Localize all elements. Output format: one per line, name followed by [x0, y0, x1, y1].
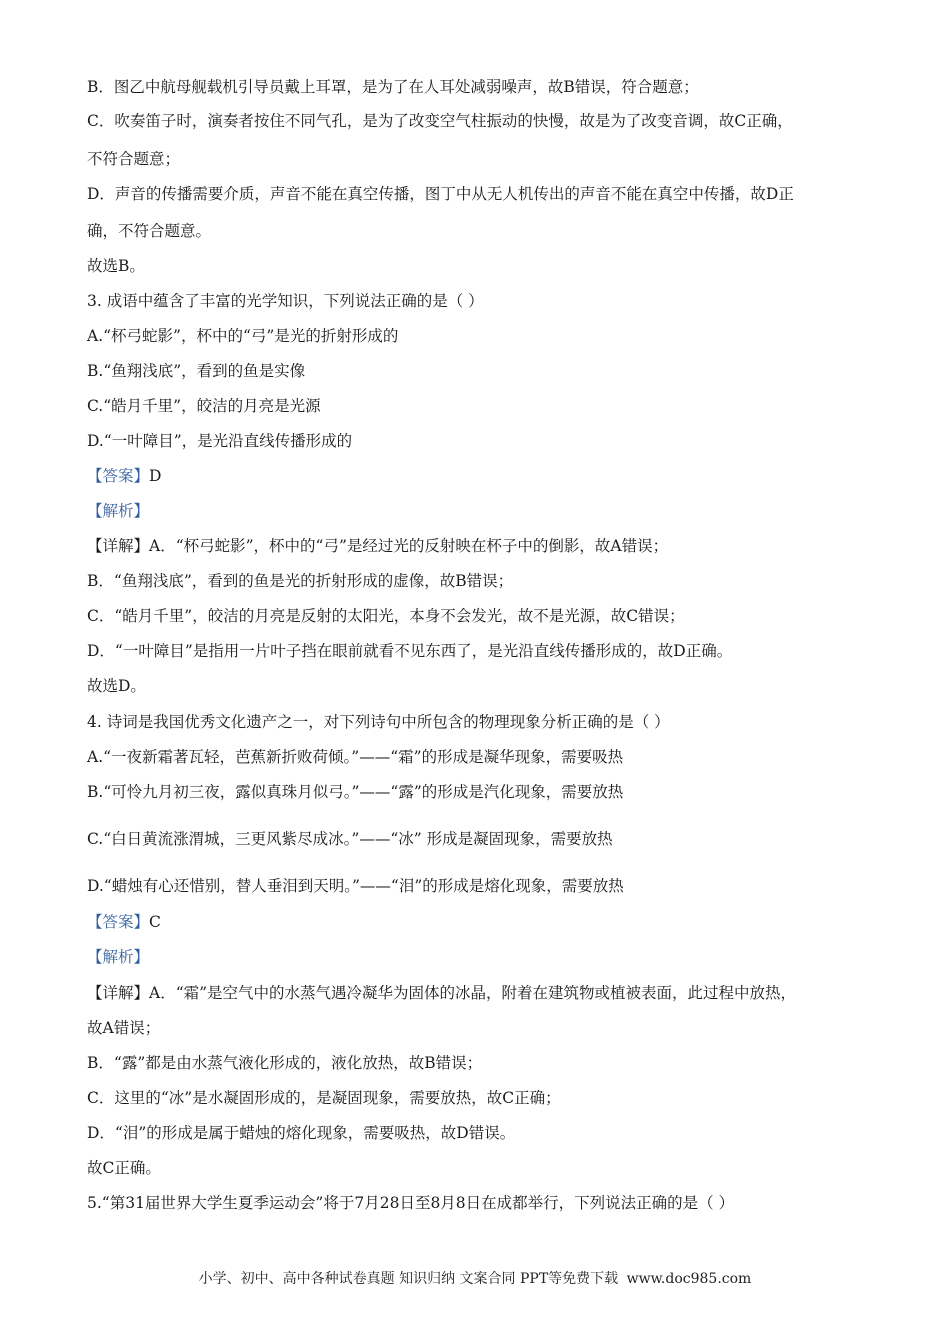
- detail-tag: 【详解】: [87, 537, 150, 555]
- text-line: B．“露”都是由水蒸气液化形成的，液化放热，故B错误；: [87, 1054, 483, 1072]
- option-b: B.“鱼翔浅底”，看到的鱼是实像: [87, 362, 306, 380]
- text-line: 故C正确。: [87, 1159, 161, 1177]
- detail-tag: 【详解】: [87, 984, 150, 1002]
- question-4-stem: 4. 诗词是我国优秀文化遗产之一，对下列诗句中所包含的物理现象分析正确的是（ ）: [87, 713, 670, 731]
- option-c: C.“白日黄流涨渭城，三更风紫尽成冰。”——“冰” 形成是凝固现象，需要放热: [87, 830, 613, 848]
- option-d: D.“一叶障目”，是光沿直线传播形成的: [87, 432, 353, 450]
- text-line: 故A错误；: [87, 1019, 161, 1037]
- text-line: D．声音的传播需要介质，声音不能在真空传播，图丁中从无人机传出的声音不能在真空中传播，故D正: [87, 185, 794, 203]
- text-line: B．图乙中航母舰载机引导员戴上耳罩，是为了在人耳处减弱噪声，故B错误，符合题意；: [87, 78, 699, 96]
- analysis-line: [87, 500, 149, 522]
- answer-line: [87, 911, 161, 933]
- footer-text: 小学、初中、高中各种试卷真题 知识归纳 文案合同 PPT等免费下载: [198, 1271, 619, 1287]
- option-d: D.“蜡烛有心还惜别，替人垂泪到天明。”——“泪”的形成是熔化现象，需要放热: [87, 877, 624, 895]
- analysis-line: [87, 946, 149, 968]
- option-a: A.“杯弓蛇影”，杯中的“弓”是光的折射形成的: [87, 327, 399, 345]
- detail-line: [87, 535, 668, 557]
- analysis-tag: 【解析】: [87, 948, 150, 966]
- page-footer: [0, 1268, 950, 1288]
- detail-line: [87, 982, 796, 1004]
- answer-value: D: [149, 467, 162, 485]
- text-line: C．吹奏笛子时，演奏者按住不同气孔，是为了改变空气柱振动的快慢，故是为了改变音调，故C正确，: [87, 112, 793, 130]
- text-line: D．“泪”的形成是属于蜡烛的熔化现象，需要吸热，故D错误。: [87, 1124, 516, 1142]
- question-3-stem: 3. 成语中蕴含了丰富的光学知识，下列说法正确的是（ ）: [87, 292, 484, 310]
- text-line: 故选D。: [87, 677, 146, 695]
- footer-url[interactable]: www.doc985.com: [626, 1271, 752, 1287]
- text-line: 确，不符合题意。: [87, 222, 212, 240]
- analysis-tag: 【解析】: [87, 502, 150, 520]
- answer-value: C: [149, 913, 161, 931]
- option-b: B.“可怜九月初三夜，露似真珠月似弓。”——“露”的形成是汽化现象，需要放热: [87, 783, 624, 801]
- detail-text: A．“杯弓蛇影”，杯中的“弓”是经过光的反射映在杯子中的倒影，故A错误；: [149, 537, 669, 555]
- text-line: D．“一叶障目”是指用一片叶子挡在眼前就看不见东西了，是光沿直线传播形成的，故D正确。: [87, 642, 733, 660]
- answer-tag: 【答案】: [87, 913, 150, 931]
- option-c: C.“皓月千里”，皎洁的月亮是光源: [87, 397, 321, 415]
- text-line: B．“鱼翔浅底”，看到的鱼是光的折射形成的虚像，故B错误；: [87, 572, 514, 590]
- question-5-stem: 5.“第31届世界大学生夏季运动会”将于7月28日至8月8日在成都举行，下列说法正确的是（ ）: [87, 1194, 735, 1212]
- text-line: 不符合题意；: [87, 150, 181, 168]
- option-a: A.“一夜新霜著瓦轻，芭蕉新折败荷倾。”——“霜”的形成是凝华现象，需要吸热: [87, 748, 624, 766]
- answer-line: [87, 465, 161, 487]
- text-line: C．这里的“冰”是水凝固形成的，是凝固现象，需要放热，故C正确；: [87, 1089, 561, 1107]
- detail-text: A．“霜”是空气中的水蒸气遇冷凝华为固体的冰晶，附着在建筑物或植被表面，此过程中放热，: [149, 984, 797, 1002]
- text-line: C．“皓月千里”，皎洁的月亮是反射的太阳光，本身不会发光，故不是光源，故C错误；: [87, 607, 685, 625]
- text-line: 故选B。: [87, 257, 145, 275]
- answer-tag: 【答案】: [87, 467, 150, 485]
